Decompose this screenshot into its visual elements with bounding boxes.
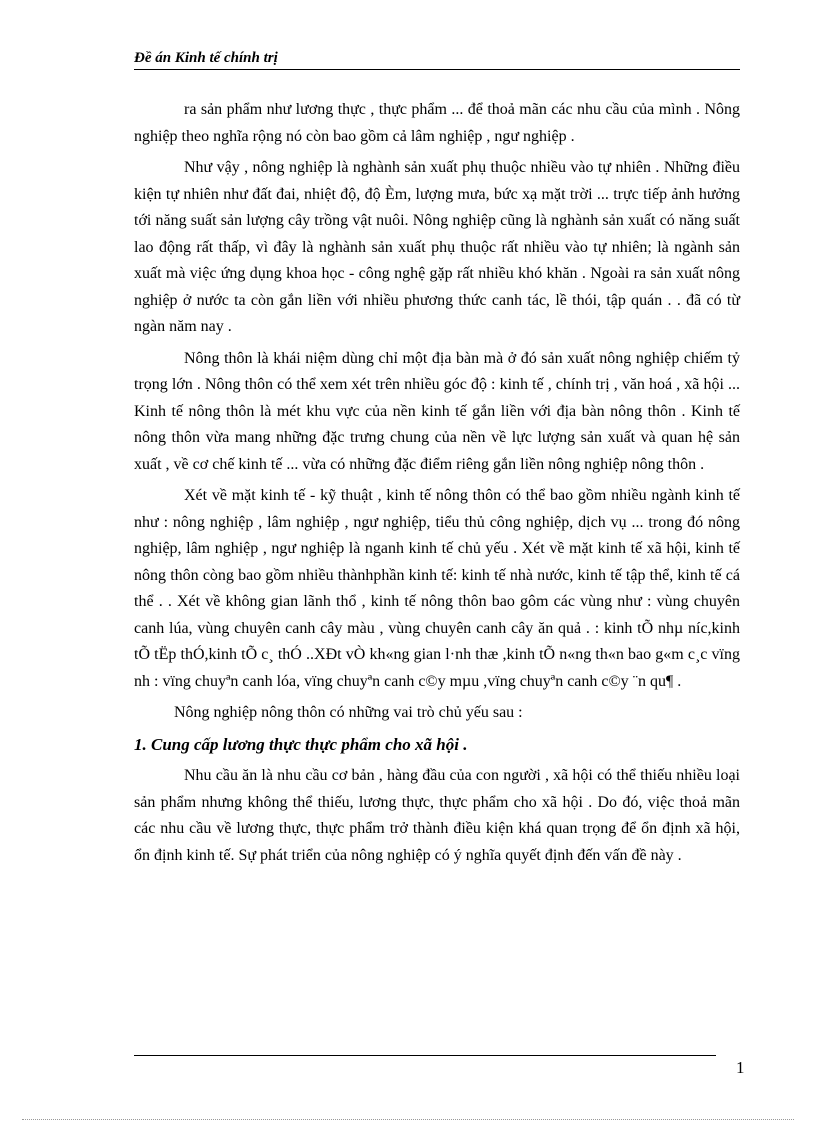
page-edge-dotted-line <box>22 1119 794 1120</box>
header-title: Đề án Kinh tế chính trị <box>134 50 278 66</box>
page-number: 1 <box>736 1058 745 1077</box>
paragraph-agriculture-nature: Như vậy , nông nghiệp là nghành sản xuất phụ thuộc nhiều vào tự nhiên . Những điều kiện tự nhiên như đất đai, nhiệt độ, độ Èm, lượng mưa, bức xạ mặt trời ... trực tiếp ảnh hưởng tới năng suất sản lượng cây trồng vật nuôi. Nông nghiệp cũng là nghành sản xuất có năng suất lao động rất thấp, vì đây là nghành sản xuất phụ thuộc rất nhiều vào tự nhiên; là ngành sản xuất mà việc ứng dụng khoa học - công nghệ gặp rất nhiều khó khăn . Ngoài ra sản xuất nông nghiệp ở nước ta còn gắn liền với nhiều phương thức canh tác, lề thói, tập quán . . đã có từ ngàn năm nay . <box>134 159 740 335</box>
section-heading: 1. Cung cấp lương thực thực phẩm cho xã hội . <box>134 734 468 754</box>
page-header <box>134 50 740 70</box>
footer-divider <box>134 1055 716 1056</box>
paragraph-continuation: ra sản phẩm như lương thực , thực phẩm ... để thoả mãn các nhu cầu của mình . Nông nghiệp theo nghĩa rộng nó còn bao gồm cả lâm nghiệp , ngư nghiệp . <box>134 101 740 145</box>
paragraph-food-supply: Nhu cầu ăn là nhu cầu cơ bản , hàng đầu của con người , xã hội có thể thiếu nhiều loại sản phẩm nhưng không thể thiếu, lương thực, thực phẩm cho xã hội . Do đó, việc thoả mãn các nhu cầu về lương thực, thực phẩm trở thành điều kiện khá quan trọng để ổn định xã hội, ổn định kinh tế. Sự phát triển của nông nghiệp có ý nghĩa quyết định đến vấn đề này . <box>134 767 740 864</box>
paragraph-roles-intro: Nông nghiệp nông thôn có những vai trò chủ yếu sau : <box>174 704 523 721</box>
document-body <box>134 97 740 874</box>
paragraph-rural-economy-sectors: Xét về mặt kinh tế - kỹ thuật , kinh tế nông thôn có thể bao gồm nhiều ngành kinh tế như : nông nghiệp , lâm nghiệp , ngư nghiệp, tiểu thủ công nghiệp, dịch vụ ... trong đó nông nghiệp, lâm nghiệp , ngư nghiệp là nganh kinh tế chủ yếu . Xét về mặt kinh tế xã hội, kinh tế nông thôn còng bao gồm nhiều thànhphần kinh tế: kinh tế nhà nước, kinh tế tập thể, kinh tế cá thể . . Xét về không gian lãnh thổ , kinh tế nông thôn bao gôm các vùng như : vùng chuyên canh lúa, vùng chuyên canh cây màu , vùng chuyên canh cây ăn quả . : kinh tÕ nhµ níc,kinh tÕ tËp thÓ,kinh tÕ c¸ thÓ ..XÐt vÒ kh«ng gian l·nh thæ ,kinh tÕ n«ng th«n bao g«m c¸c vïng nh : vïng chuyªn canh lóa, vïng chuyªn canh c©y mµu ,vïng chuyªn canh c©y ¨n qu¶ . <box>134 487 740 690</box>
paragraph-rural-concept: Nông thôn là khái niệm dùng chỉ một địa bàn mà ở đó sản xuất nông nghiệp chiếm tỷ trọng lớn . Nông thôn có thể xem xét trên nhiều góc độ : kinh tế , chính trị , văn hoá , xã hội ... Kinh tế nông thôn là mét khu vực của nền kinh tế gắn liền với địa bàn nông thôn . Kinh tế nông thôn vừa mang những đặc trưng chung của nền về lực lượng sản xuất và quan hệ sản xuất , về cơ chế kinh tế ... vừa có những đặc điểm riêng gắn liền nông nghiệp nông thôn . <box>134 349 740 473</box>
